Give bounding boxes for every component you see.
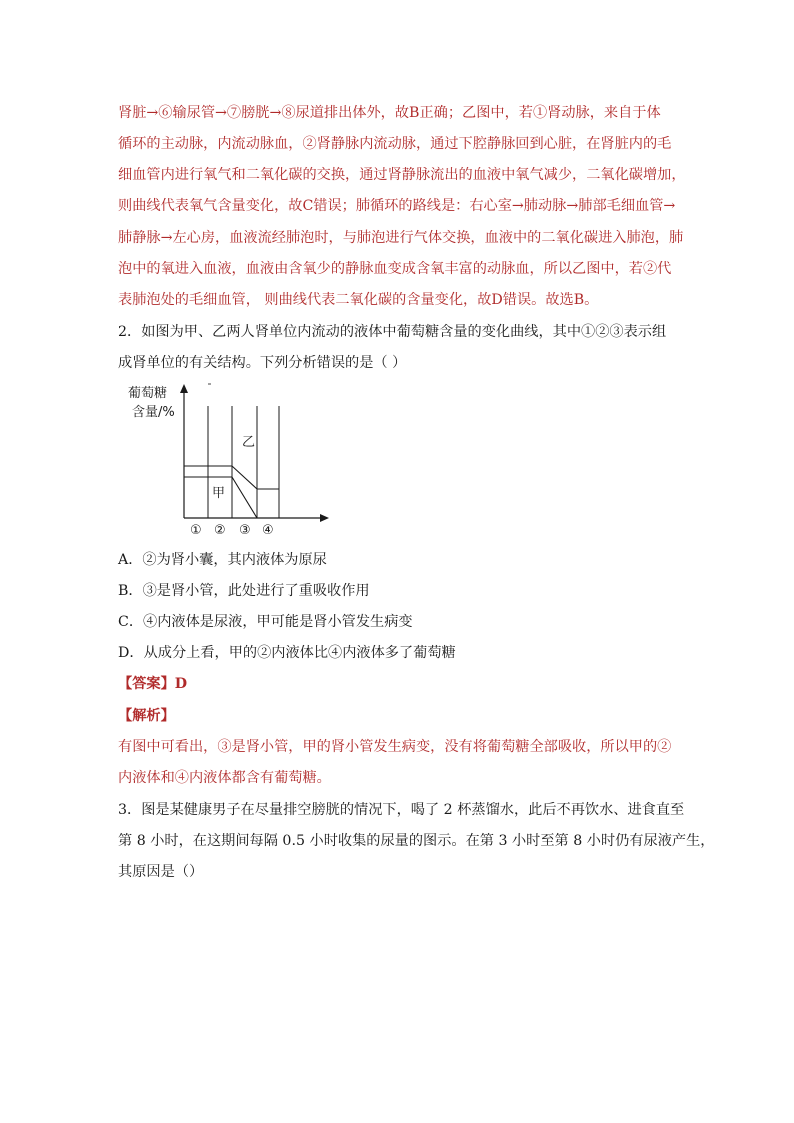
question3-stem-line-1: 3．图是某健康男子在尽量排空膀胱的情况下，喝了 2 杯蒸馏水，此后不再饮水、进食直至 <box>118 802 685 818</box>
question2-stem-line-1: 2．如图为甲、乙两人肾单位内流动的液体中葡萄糖含量的变化曲线，其中①②③表示组 <box>118 324 667 340</box>
option-a: A．②为肾小囊，其内液体为原尿 <box>118 552 327 568</box>
curve-label-jia: 甲 <box>212 486 226 501</box>
explanation-line-6: 泡中的氧进入血液，血液由含氧少的静脉血变成含氧丰富的动脉血，所以乙图中，若②代 <box>118 261 672 277</box>
analysis-line-2: 内液体和④内液体都含有葡萄糖。 <box>118 770 331 786</box>
question3-stem-line-2: 第 8 小时，在这期间每隔 0.5 小时收集的尿量的图示。在第 3 小时至第 8 小时仍有尿液产生， <box>118 833 715 849</box>
analysis-label: 【解析】 <box>118 708 175 724</box>
option-b: B．③是肾小管，此处进行了重吸收作用 <box>118 583 370 599</box>
option-c: C．④内液体是尿液，甲可能是肾小管发生病变 <box>118 614 413 630</box>
x-label-4: ④ <box>262 523 274 534</box>
answer-label: 【答案】D <box>118 676 188 692</box>
option-d: D．从成分上看，甲的②内液体比④内液体多了葡萄糖 <box>118 645 456 661</box>
explanation-line-3: 细血管内进行氧气和二氧化碳的交换，通过肾静脉流出的血液中氧气减少，二氧化碳增加， <box>118 167 686 183</box>
question2-stem-line-2: 成肾单位的有关结构。下列分析错误的是（ ） <box>118 355 407 371</box>
explanation-line-4: 则曲线代表氧气含量变化，故C错误；肺循环的路线是：右心室→肺动脉→肺部毛细血管→ <box>118 198 676 214</box>
x-label-2: ② <box>214 523 226 534</box>
question3-stem-line-3: 其原因是（） <box>118 864 204 880</box>
figure-y-arrow <box>180 384 188 393</box>
figure-x-arrow <box>320 514 329 522</box>
explanation-line-2: 循环的主动脉，内流动脉血，②肾静脉内流动脉，通过下腔静脉回到心脏，在肾脏内的毛 <box>118 136 672 152</box>
curve-label-yi: 乙 <box>242 435 256 450</box>
x-label-1: ① <box>190 523 202 534</box>
x-label-3: ③ <box>239 523 251 534</box>
explanation-line-1: 肾脏→⑥输尿管→⑦膀胱→⑧尿道排出体外，故B正确；乙图中，若①肾动脉，来自于体 <box>118 105 661 121</box>
kidney-glucose-figure <box>118 382 338 534</box>
figure-ylabel-2: 含量/% <box>132 405 175 420</box>
explanation-line-5: 肺静脉→左心房，血液流经肺泡时，与肺泡进行气体交换，血液中的二氧化碳进入肺泡，肺 <box>118 230 684 246</box>
figure-ylabel-1: 葡萄糖 <box>128 386 168 401</box>
analysis-line-1: 有图中可看出，③是肾小管，甲的肾小管发生病变，没有将葡萄糖全部吸收，所以甲的② <box>118 739 672 755</box>
explanation-line-7: 表肺泡处的毛细血管， 则曲线代表二氧化碳的含量变化，故D错误。故选B。 <box>118 292 599 308</box>
